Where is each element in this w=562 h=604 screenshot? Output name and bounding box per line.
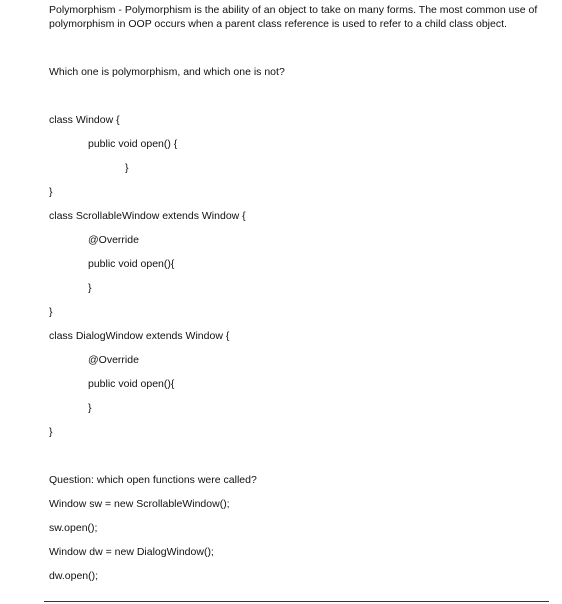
intro-paragraph: Polymorphism - Polymorphism is the ability of an object to take on many forms. The most common use of polymorphism in OOP occurs when a parent class reference is used to refer to a child class object. bbox=[49, 4, 538, 30]
scrollable-class-close-brace: } bbox=[49, 306, 53, 318]
code-line-sw-open: sw.open(); bbox=[49, 522, 98, 534]
dialog-open-method: public void open(){ bbox=[88, 378, 175, 390]
dialog-override-annotation: @Override bbox=[88, 354, 139, 366]
dialog-class-declaration: class DialogWindow extends Window { bbox=[49, 330, 230, 342]
window-open-method: public void open() { bbox=[88, 138, 178, 150]
main-question: Which one is polymorphism, and which one is not? bbox=[49, 66, 285, 78]
window-open-close-brace: } bbox=[125, 162, 129, 174]
scrollable-open-close-brace: } bbox=[88, 282, 92, 294]
dialog-class-close-brace: } bbox=[49, 426, 53, 438]
second-question-prompt: Question: which open functions were called? bbox=[49, 474, 257, 486]
window-class-close-brace: } bbox=[49, 186, 53, 198]
dialog-open-close-brace: } bbox=[88, 402, 92, 414]
scrollable-open-method: public void open(){ bbox=[88, 258, 175, 270]
scrollable-class-declaration: class ScrollableWindow extends Window { bbox=[49, 210, 246, 222]
code-line-sw-declaration: Window sw = new ScrollableWindow(); bbox=[49, 498, 230, 510]
window-class-declaration: class Window { bbox=[49, 114, 120, 126]
code-line-dw-open: dw.open(); bbox=[49, 570, 99, 582]
scrollable-override-annotation: @Override bbox=[88, 234, 139, 246]
code-line-dw-declaration: Window dw = new DialogWindow(); bbox=[49, 546, 214, 558]
bottom-divider bbox=[44, 601, 549, 602]
